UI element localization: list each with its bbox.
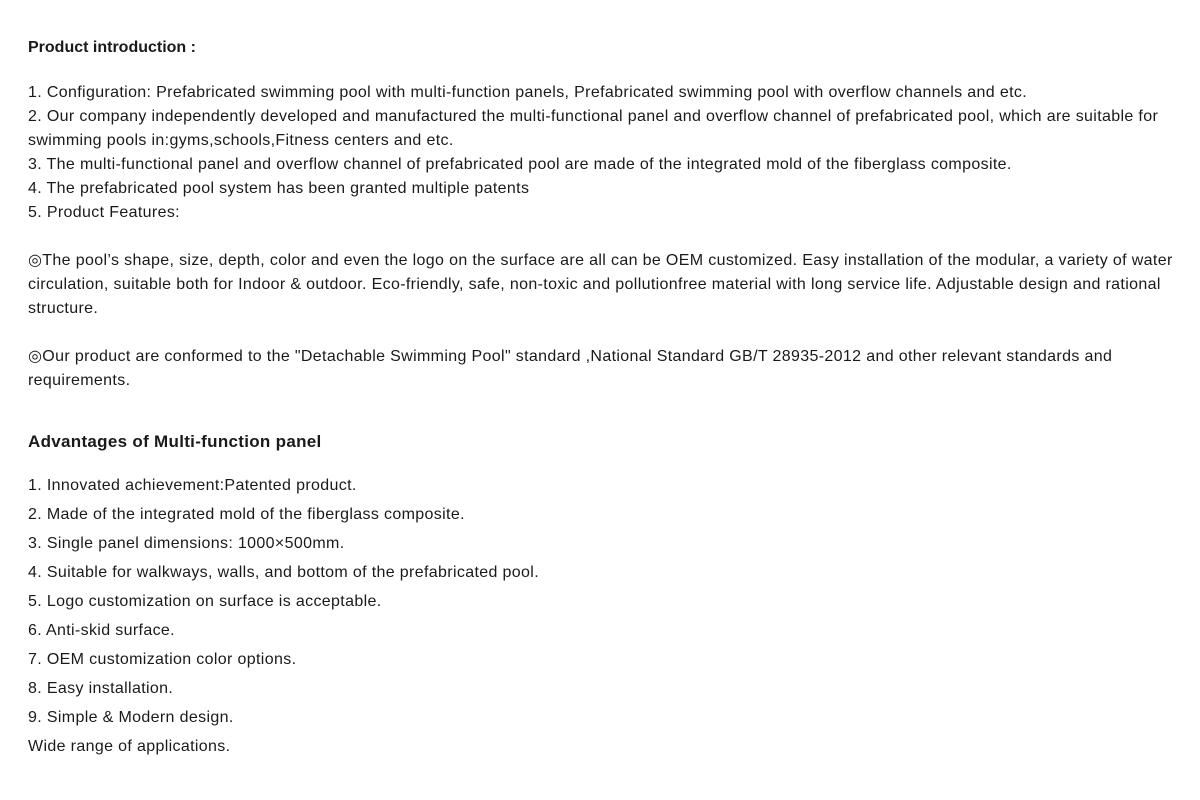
advantage-item: 6. Anti-skid surface. xyxy=(28,622,175,639)
intro-item: 5. Product Features: xyxy=(28,204,180,221)
product-introduction-heading: Product introduction : xyxy=(28,39,196,56)
advantage-item: 7. OEM customization color options. xyxy=(28,651,297,668)
advantage-item: 3. Single panel dimensions: 1000×500mm. xyxy=(28,535,345,552)
advantage-item: 1. Innovated achievement:Patented product. xyxy=(28,477,357,494)
feature-paragraph: ◎The pool’s shape, size, depth, color and even the logo on the surface are all can be OEM customized. Easy installation of the modular, a variety of water circulation, suitable both for Indoor & outdoor. Eco-friendly, safe, non-toxic and pollutionfree material with long service life. Adjustable design and rational structure. xyxy=(28,252,1173,317)
product-description xyxy=(28,36,1174,761)
feature-paragraph: ◎Our product are conformed to the "Detachable Swimming Pool" standard ,National Standard GB/T 28935-2012 and other relevant standards and requirements. xyxy=(28,348,1113,389)
product-features xyxy=(28,249,1174,393)
intro-item: 2. Our company independently developed and manufactured the multi-functional panel and overflow channel of prefabricated pool, which are suitable for swimming pools in:gyms,schools,Fitness centers and etc. xyxy=(28,108,1159,149)
advantage-item: Wide range of applications. xyxy=(28,738,231,755)
advantage-item: 2. Made of the integrated mold of the fiberglass composite. xyxy=(28,506,465,523)
introduction-list xyxy=(28,81,1174,225)
advantages-list xyxy=(28,471,1174,761)
advantages-heading: Advantages of Multi-function panel xyxy=(28,432,322,451)
spacer xyxy=(28,225,1174,249)
intro-item: 3. The multi-functional panel and overflow channel of prefabricated pool are made of the integrated mold of the fiberglass composite. xyxy=(28,156,1012,173)
advantage-item: 5. Logo customization on surface is acceptable. xyxy=(28,593,382,610)
advantage-item: 9. Simple & Modern design. xyxy=(28,709,234,726)
advantage-item: 8. Easy installation. xyxy=(28,680,174,697)
intro-item: 1. Configuration: Prefabricated swimming pool with multi-function panels, Prefabricated swimming pool with overflow channels and etc. xyxy=(28,84,1028,101)
advantage-item: 4. Suitable for walkways, walls, and bottom of the prefabricated pool. xyxy=(28,564,539,581)
spacer xyxy=(28,321,1174,345)
intro-item: 4. The prefabricated pool system has been granted multiple patents xyxy=(28,180,530,197)
